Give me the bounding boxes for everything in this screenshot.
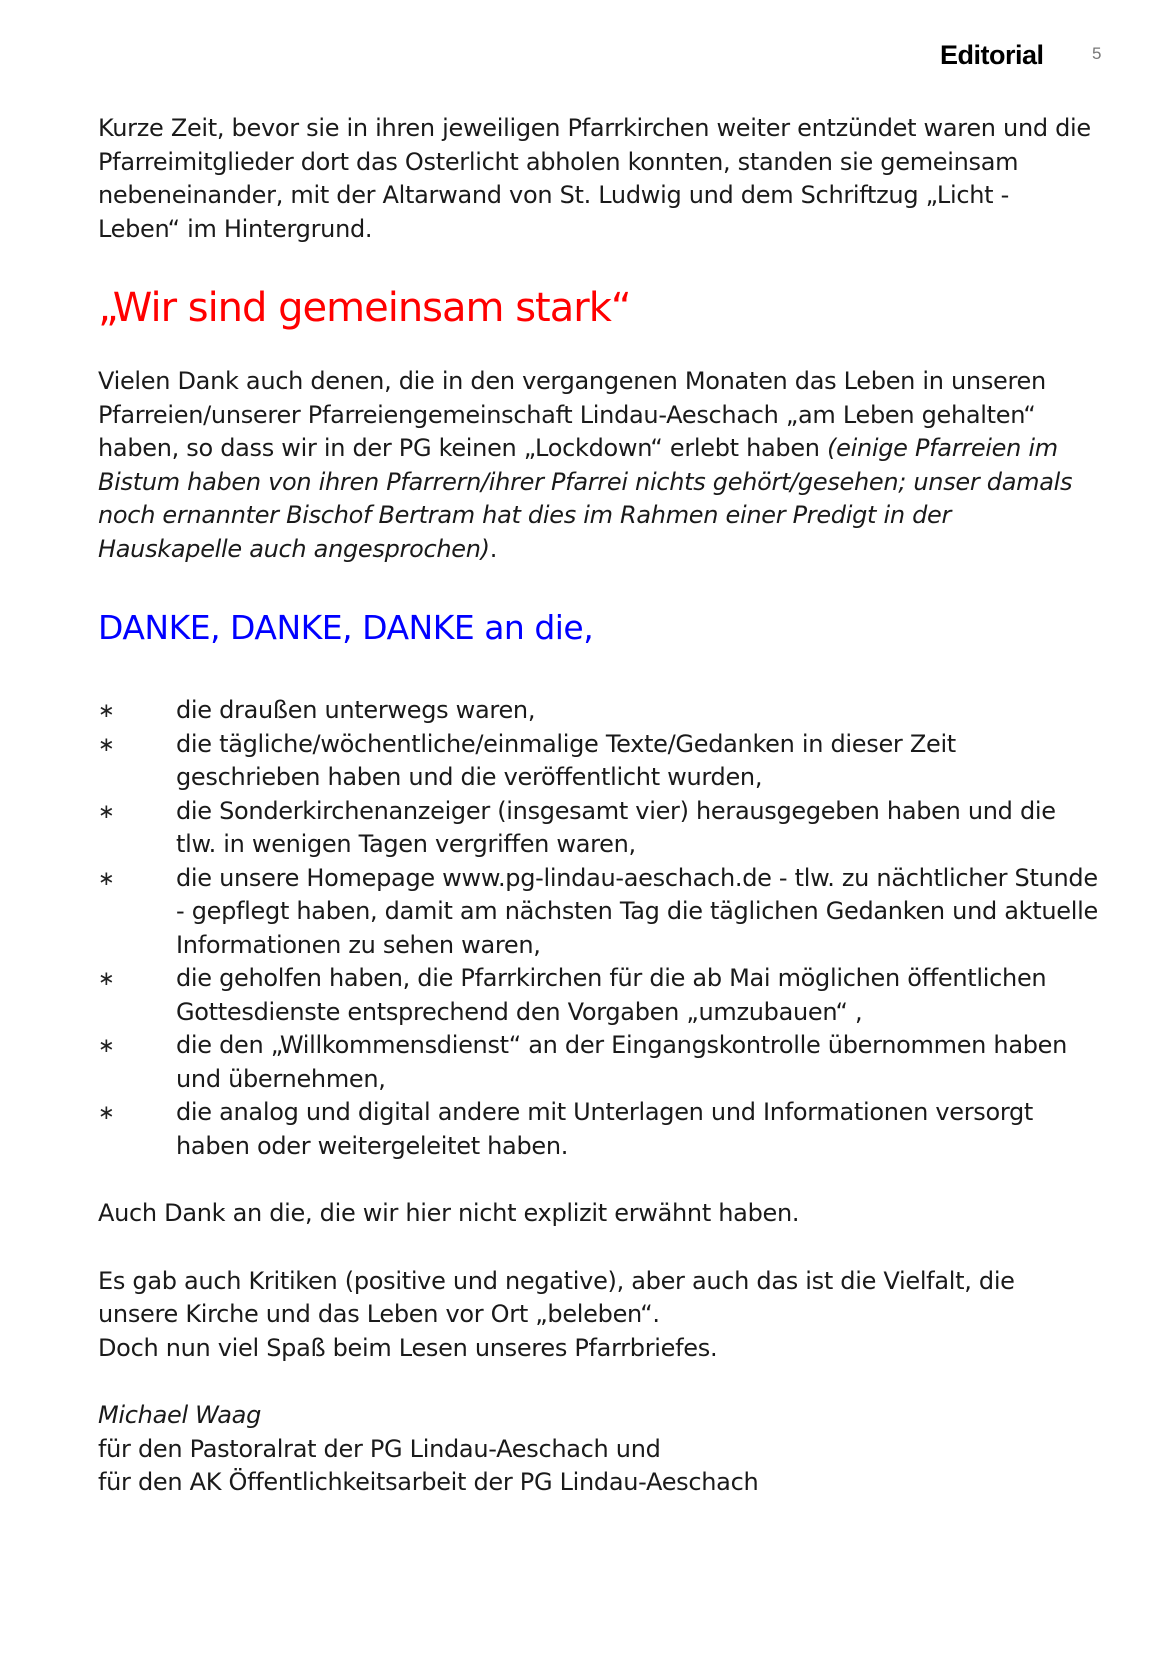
list-item — [98, 795, 1098, 862]
closing-line: Doch nun viel Spaß beim Lesen unseres Pfarrbriefes. — [98, 1333, 718, 1362]
heading-gemeinsam-stark: „Wir sind gemeinsam stark“ — [98, 285, 631, 331]
list-item — [98, 1029, 1098, 1096]
signature-line-2: für den AK Öffentlichkeitsarbeit der PG Lindau-Aeschach — [98, 1468, 759, 1496]
thanks-text: Vielen Dank auch denen, die in den vergangenen Monaten das Leben in unseren Pfarreien/unserer Pfarreiengemeinschaft Lindau-Aeschach „am Leben gehalten“ haben, so dass wir in der PG keinen „Lockdown“ erlebt haben — [98, 367, 1046, 462]
list-item-text: die den „Willkommensdienst“ an der Eingangskontrolle übernommen haben und übernehmen, — [176, 1031, 1068, 1093]
list-item — [98, 1096, 1098, 1163]
section-title: Editorial — [940, 40, 1044, 70]
signature-name: Michael Waag — [98, 1401, 262, 1429]
list-item-text: die Sonderkirchenanzeiger (insgesamt vier) herausgegeben haben und die tlw. in wenigen Tagen vergriffen waren, — [176, 796, 1056, 858]
list-item-text: die draußen unterwegs waren, — [176, 696, 536, 724]
thanks-italic-note: (einige Pfarreien im Bistum haben von ihren Pfarrern/ihrer Pfarrei nichts gehört/gesehen; unser damals noch ernannter Bischof Bertram hat dies im Rahmen einer Predigt in der Hauskapelle auch angesprochen) — [98, 434, 1073, 563]
bullet-star-icon: ∗ — [98, 731, 115, 756]
signature-line-1: für den Pastoralrat der PG Lindau-Aeschach und — [98, 1434, 661, 1463]
also-thanks-paragraph: Auch Dank an die, die wir hier nicht explizit erwähnt haben. — [98, 1199, 800, 1227]
thanks-end: . — [489, 534, 498, 563]
list-item — [98, 962, 1098, 1029]
bullet-star-icon: ∗ — [98, 798, 115, 823]
list-item-text: die analog und digital andere mit Unterlagen und Informationen versorgt haben oder weitergeleitet haben. — [176, 1098, 1034, 1160]
bullet-star-icon: ∗ — [98, 1033, 115, 1057]
list-item — [98, 862, 1098, 963]
bullet-star-icon: ∗ — [98, 698, 115, 722]
bullet-star-icon: ∗ — [98, 865, 115, 890]
page-number: 5 — [1092, 44, 1102, 63]
critique-paragraph: Es gab auch Kritiken (positive und negative), aber auch das ist die Vielfalt, die unsere Kirche und das Leben vor Ort „beleben“. — [98, 1266, 1015, 1328]
list-item — [98, 694, 1098, 728]
list-item-text: die unsere Homepage www.pg-lindau-aeschach.de - tlw. zu nächtlicher Stunde - gepflegt haben, damit am nächsten Tag die täglichen Gedanken und aktuelle Informationen zu sehen waren, — [176, 863, 1098, 959]
thanks-paragraph — [98, 365, 1098, 566]
bullet-star-icon: ∗ — [98, 1100, 115, 1124]
intro-paragraph: Kurze Zeit, bevor sie in ihren jeweiligen Pfarrkirchen weiter entzündet waren und die Pfarreimitglieder dort das Osterlicht abholen konnten, standen sie gemeinsam nebeneinander, mit der Altarwand von St. Ludwig und dem Schriftzug „Licht - Leben“ im Hintergrund. — [98, 114, 1091, 243]
list-item-text: die geholfen haben, die Pfarrkirchen für die ab Mai möglichen öffentlichen Gottesdienste entsprechend den Vorgaben „umzubauen“ , — [176, 964, 1047, 1026]
list-item-text: die tägliche/wöchentliche/einmalige Texte/Gedanken in dieser Zeit geschrieben haben und die veröffentlicht wurden, — [176, 729, 956, 791]
heading-danke: DANKE, DANKE, DANKE an die, — [98, 608, 594, 647]
article-body — [98, 112, 1098, 1500]
list-item — [98, 728, 1098, 795]
thanks-list — [98, 694, 1098, 1163]
bullet-star-icon: ∗ — [98, 966, 115, 990]
